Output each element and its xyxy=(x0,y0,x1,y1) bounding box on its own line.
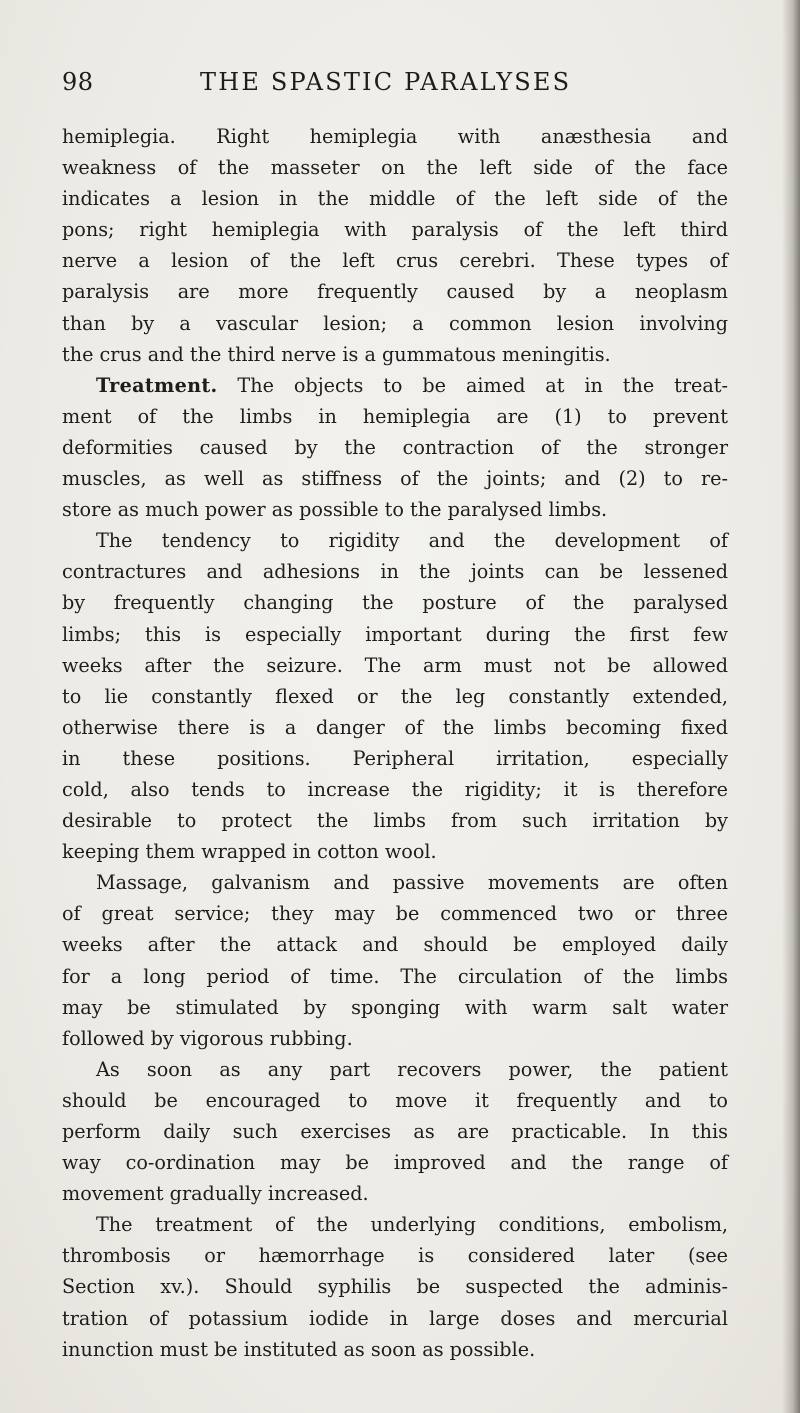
body-text xyxy=(62,121,728,1365)
text-line: The tendency to rigidity and the development of xyxy=(96,529,728,553)
text-line: may be stimulated by sponging with warm salt water xyxy=(62,995,728,1019)
text-line: in these positions. Peripheral irritation, especially xyxy=(62,746,728,770)
text-line: otherwise there is a danger of the limbs becoming fixed xyxy=(62,715,728,739)
page-edge-shadow xyxy=(782,0,800,1413)
text-line: keeping them wrapped in cotton wool. xyxy=(62,840,437,864)
text-line: store as much power as possible to the paralysed limbs. xyxy=(62,498,608,522)
text-line: perform daily such exercises as are practicable. In this xyxy=(62,1120,728,1143)
text-line: of great service; they may be commenced two or three xyxy=(62,902,728,926)
text-line: the crus and the third nerve is a gummatous meningitis. xyxy=(62,342,611,366)
text-line-rest: The objects to be aimed at in the treat- xyxy=(217,373,728,397)
text-line: indicates a lesion in the middle of the left side of the xyxy=(62,187,728,211)
page-number: 98 xyxy=(62,68,94,96)
section-heading: Treatment. xyxy=(96,373,218,397)
text-line: movement gradually increased. xyxy=(62,1182,369,1206)
text-line: contractures and adhesions in the joints can be lessened xyxy=(62,560,728,584)
text-line: thrombosis or hæmorrhage is considered later (see xyxy=(62,1244,728,1268)
text-line: As soon as any part recovers power, the patient xyxy=(96,1057,728,1081)
text-line xyxy=(62,370,728,401)
text-line: way co-ordination may be improved and the range of xyxy=(62,1151,728,1175)
text-line: weeks after the attack and should be employed daily xyxy=(62,933,728,957)
text-line: cold, also tends to increase the rigidity; it is therefore xyxy=(62,777,728,801)
text-line: for a long period of time. The circulation of the limbs xyxy=(62,964,728,988)
text-line: to lie constantly flexed or the leg constantly extended, xyxy=(62,684,728,708)
text-line: inunction must be instituted as soon as possible. xyxy=(62,1337,536,1361)
text-line: ment of the limbs in hemiplegia are (1) to prevent xyxy=(62,404,728,428)
text-line: weakness of the masseter on the left side of the face xyxy=(62,156,728,180)
text-line: Massage, galvanism and passive movements are often xyxy=(96,871,728,895)
text-line: by frequently changing the posture of the paralysed xyxy=(62,591,728,615)
text-line: weeks after the seizure. The arm must not be allowed xyxy=(62,653,728,677)
text-line: nerve a lesion of the left crus cerebri. These types of xyxy=(62,249,728,273)
text-line: followed by vigorous rubbing. xyxy=(62,1026,353,1050)
text-line: muscles, as well as stiffness of the joints; and (2) to re- xyxy=(62,467,728,491)
text-line: limbs; this is especially important during the first few xyxy=(62,622,728,646)
text-line: paralysis are more frequently caused by a neoplasm xyxy=(62,280,728,304)
text-line: Section xv.). Should syphilis be suspected the adminis- xyxy=(62,1275,728,1299)
text-line: hemiplegia. Right hemiplegia with anæsthesia and xyxy=(62,125,728,148)
running-title: THE SPASTIC PARALYSES xyxy=(200,68,572,96)
text-line: than by a vascular lesion; a common lesion involving xyxy=(62,311,728,335)
text-line: pons; right hemiplegia with paralysis of the left third xyxy=(62,218,728,242)
page-header xyxy=(62,68,742,98)
text-line: The treatment of the underlying conditions, embolism, xyxy=(96,1213,728,1237)
text-line: desirable to protect the limbs from such irritation by xyxy=(62,809,728,833)
text-line: deformities caused by the contraction of the stronger xyxy=(62,435,728,459)
text-line: tration of potassium iodide in large doses and mercurial xyxy=(62,1306,728,1330)
text-line: should be encouraged to move it frequently and to xyxy=(62,1088,728,1112)
